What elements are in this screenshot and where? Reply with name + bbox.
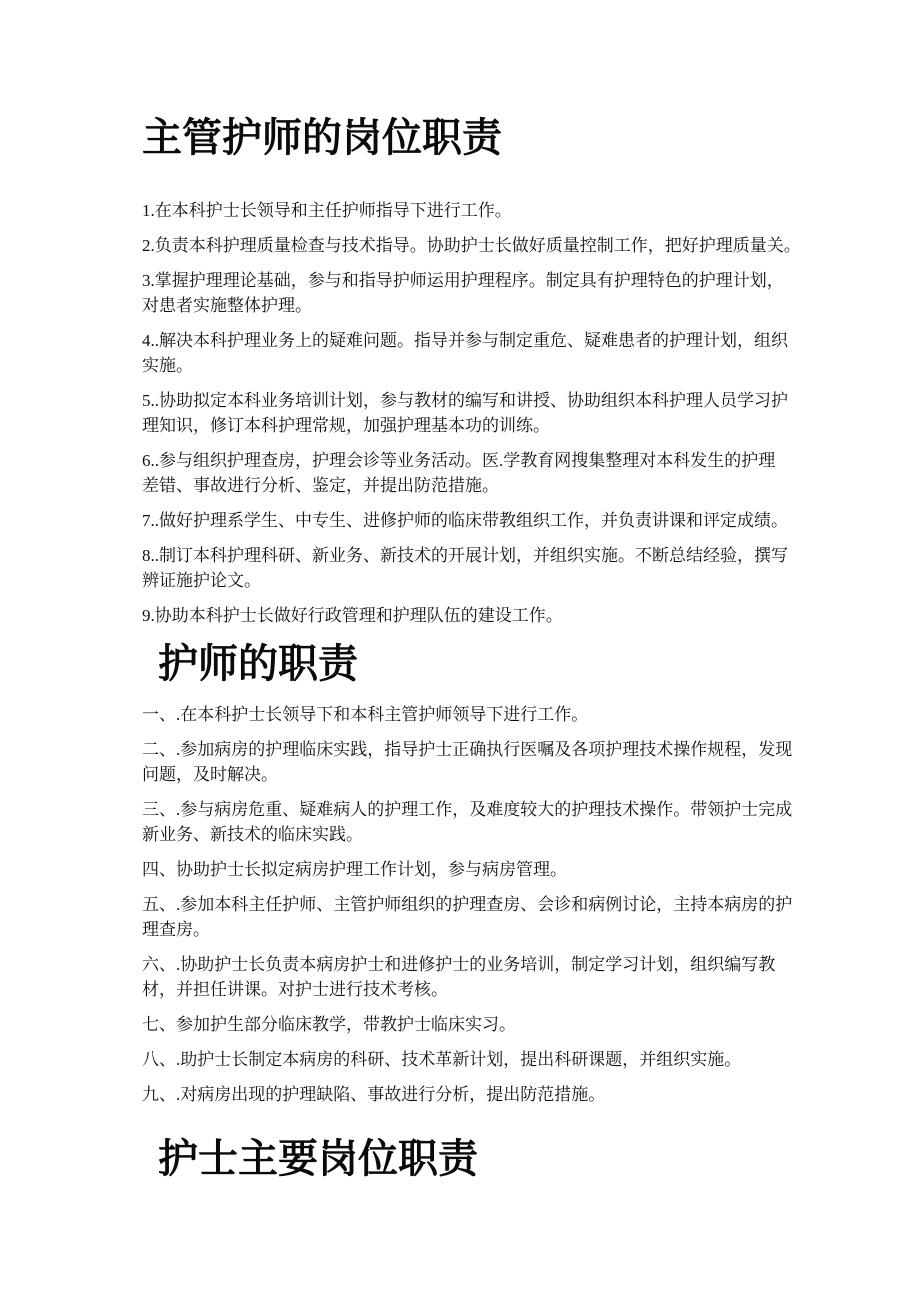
duty-item: 九、.对病房出现的护理缺陷、事故进行分析，提出防范措施。 [142,1085,606,1104]
duty-item: 8..制订本科护理科研、新业务、新技术的开展计划，并组织实施。不断总结经验，撰写 辨证施护论文。 [142,546,805,590]
duty-item: 3.掌握护理理论基础，参与和指导护师运用护理程序。制定具有护理特色的护理计划， 对患者实施整体护理。 [142,271,810,315]
duty-item: 四、协助护士长拟定病房护理工作计划，参与病房管理。 [142,860,567,879]
duty-item: 八、.助护士长制定本病房的科研、技术革新计划，提出科研课题，并组织实施。 [142,1050,742,1069]
duty-item: 三、.参与病房危重、疑难病人的护理工作，及难度较大的护理技术操作。带领护士完成新业务、新技术的临床实践。 [142,800,793,844]
duty-item: 7..做好护理系学生、中专生、进修护师的临床带教组织工作，并负责讲课和评定成绩。 [142,511,788,530]
duty-item: 4..解决本科护理业务上的疑难问题。指导并参与制定重危、疑难患者的护理计划，组织 实施。 [142,331,805,375]
section-title-nurse-practitioner-duties: 护师的职责 [158,641,358,686]
section-title-nurse-main-duties: 护士主要岗位职责 [158,1136,478,1181]
duty-item: 6..参与组织护理查房，护理会诊等业务活动。医.学教育网搜集整理对本科发生的护理 差错、事故进行分析、鉴定，并提出防范措施。 [142,451,810,495]
duty-item: 1.在本科护士长领导和主任护师指导下进行工作。 [142,201,512,220]
section-title-chief-nurse-duties: 主管护师的岗位职责 [142,115,502,160]
duty-item: 五、.参加本科主任护师、主管护师组织的护理查房、会诊和病例讨论，主持本病房的护理查房。 [142,895,793,939]
duty-item: 2.负责本科护理质量检查与技术指导。协助护士长做好质量控制工作，把好护理质量关。 [142,236,801,255]
duty-item: 二、.参加病房的护理临床实践，指导护士正确执行医嘱及各项护理技术操作规程，发现问题，及时解决。 [142,740,793,784]
duty-item: 一、.在本科护士长领导下和本科主管护师领导下进行工作。 [142,705,589,724]
duty-item: 5..协助拟定本科业务培训计划，参与教材的编写和讲授、协助组织本科护理人员学习护 理知识，修订本科护理常规，加强护理基本功的训练。 [142,391,805,435]
document-content [142,112,810,1185]
duty-item: 9.协助本科护士长做好行政管理和护理队伍的建设工作。 [142,606,563,625]
duty-item: 七、参加护生部分临床教学，带教护士临床实习。 [142,1015,516,1034]
duty-item: 六、.协助护士长负责本病房护士和进修护士的业务培训，制定学习计划，组织编写教材，并担任讲课。对护士进行技术考核。 [142,955,776,999]
